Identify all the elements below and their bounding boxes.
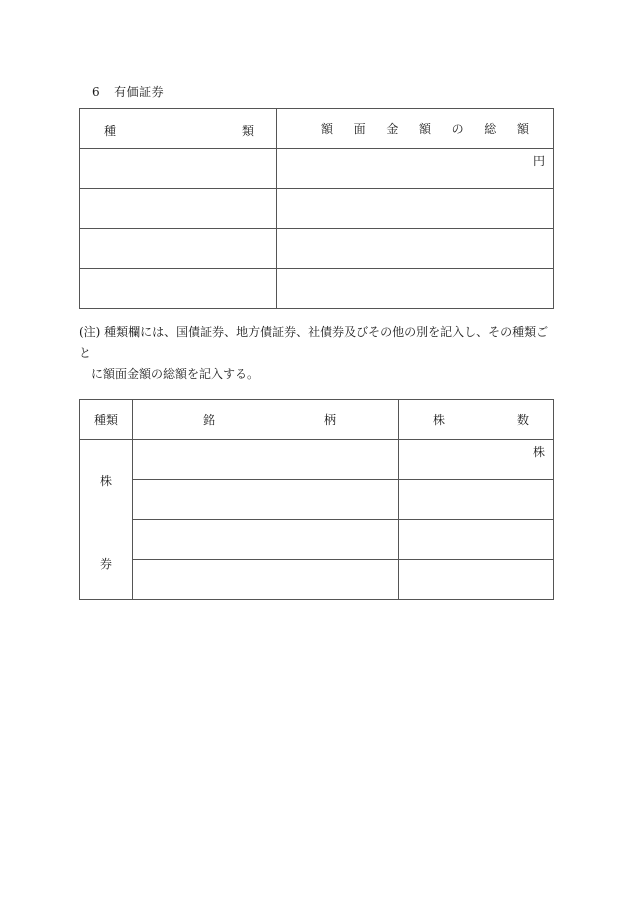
- issue-name-cell[interactable]: [133, 560, 399, 600]
- type-column-header: 種 類: [80, 400, 133, 440]
- amount-cell[interactable]: [277, 229, 554, 269]
- share-count-column-header: 株 数: [399, 400, 554, 440]
- section-number: 6: [92, 85, 101, 99]
- type-column-header: 種 類: [80, 109, 277, 149]
- amount-cell[interactable]: [277, 269, 554, 309]
- type-cell[interactable]: [80, 149, 277, 189]
- shares-unit: 株: [532, 445, 545, 459]
- share-count-cell[interactable]: [399, 520, 554, 560]
- issue-name-column-header: 銘 柄: [133, 400, 399, 440]
- stock-certificate-category-cell: [80, 440, 133, 600]
- issue-name-cell[interactable]: [133, 440, 399, 480]
- securities-face-value-table: [79, 108, 554, 309]
- note-line-2: に額面金額の総額を記入する。: [91, 367, 260, 381]
- section-title: 有価証券: [114, 85, 165, 99]
- issue-name-cell[interactable]: [133, 480, 399, 520]
- issue-name-cell[interactable]: [133, 520, 399, 560]
- category-char-2: 券: [100, 557, 113, 571]
- share-count-cell[interactable]: [399, 560, 554, 600]
- yen-unit: 円: [532, 154, 545, 168]
- note-line-1: (注) 種類欄には、国債証券、地方債証券、社債券及びその他の別を記入し、その種類ごと: [79, 325, 549, 360]
- category-char-1: 株: [100, 474, 113, 488]
- share-count-cell[interactable]: [399, 480, 554, 520]
- share-count-cell[interactable]: [399, 440, 554, 480]
- amount-cell[interactable]: [277, 189, 554, 229]
- type-cell[interactable]: [80, 189, 277, 229]
- total-face-value-column-header: 額 面 金 額 の 総 額: [277, 109, 554, 149]
- stock-certificates-table: [79, 399, 554, 600]
- type-cell[interactable]: [80, 269, 277, 309]
- amount-cell[interactable]: [277, 149, 554, 189]
- table-note: [79, 322, 557, 385]
- type-cell[interactable]: [80, 229, 277, 269]
- section-heading: [92, 83, 164, 100]
